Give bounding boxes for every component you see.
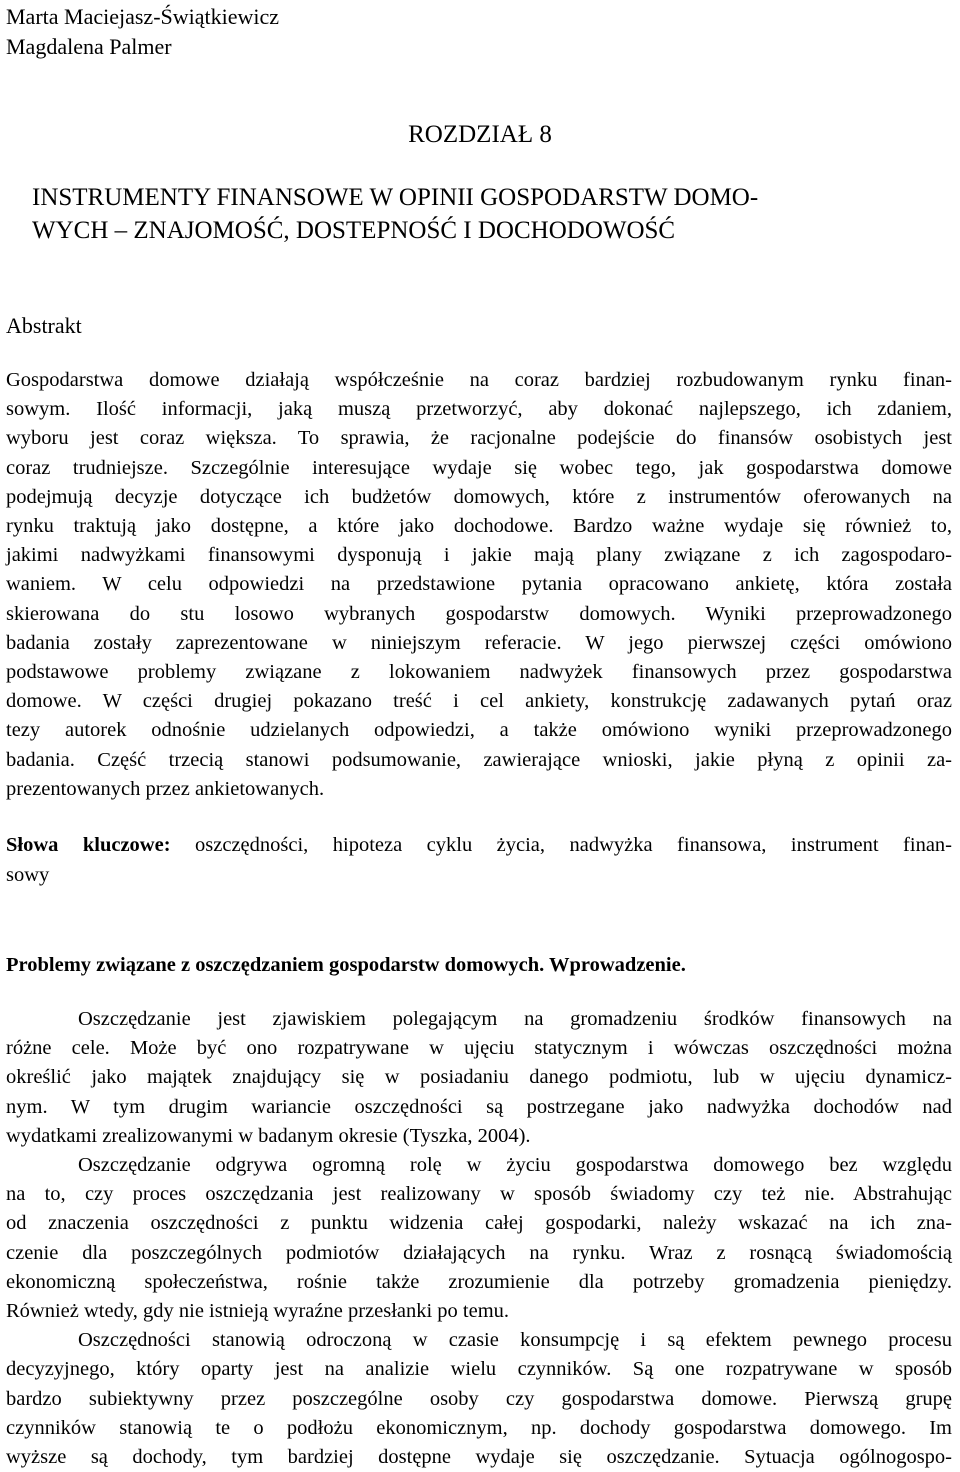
abstract-line: podstawowe problemy związane z lokowaniem nadwyżek finansowych przez gospodarstwa	[6, 661, 952, 684]
abstract-line: podejmują decyzje dotyczące ich budżetów domowych, które z instrumentów oferowanych na	[6, 485, 952, 508]
abstract-line: badania zostały zaprezentowane w niniejszym referacie. W jego pierwszej części omówiono	[6, 631, 952, 654]
author-name: Magdalena Palmer	[6, 34, 172, 59]
abstract-line: skierowana do stu losowo wybranych gospodarstw domowych. Wyniki przeprowadzonego	[6, 602, 952, 625]
body-line: Oszczędzanie jest zjawiskiem polegającym na gromadzeniu środków finansowych na	[78, 1008, 952, 1030]
abstract-line: rynku traktują jako dostępne, a które jako dochodowe. Bardzo ważne wydaje się również to,	[6, 515, 952, 538]
body-line: wydatkami zrealizowanymi w badanym okresie (Tyszka, 2004).	[6, 1124, 531, 1147]
abstract-line: Gospodarstwa domowe działają współcześnie na coraz bardziej rozbudowanym rynku finan-	[6, 369, 952, 391]
abstract-line: domowe. W części drugiej pokazano treść i cel ankiety, konstrukcję zadawanych pytań oraz	[6, 690, 952, 713]
keywords-label: Słowa kluczowe:	[6, 834, 171, 856]
body-text	[6, 1005, 952, 1472]
body-line: na to, czy proces oszczędzania jest realizowany w sposób świadomy czy też nie. Abstrahując	[6, 1183, 952, 1206]
author-name: Marta Maciejasz-Świątkiewicz	[6, 4, 280, 29]
chapter-number: ROZDZIAŁ 8	[408, 121, 552, 148]
body-line: określić jako majątek znajdujący się w posiadaniu danego podmiotu, lub w ujęciu dynamicz-	[6, 1066, 952, 1089]
keywords-list-continued: sowy	[6, 864, 50, 886]
abstract-line: badania. Część trzecią stanowi podsumowanie, zawierające wnioski, jakie płyną z opinii za-	[6, 748, 952, 771]
body-line: od znaczenia oszczędności z punktu widzenia całej gospodarki, należy wskazać na ich zna-	[6, 1212, 952, 1235]
title-line: WYCH – ZNAJOMOŚĆ, DOSTEPNOŚĆ I DOCHODOWOŚĆ	[32, 217, 676, 244]
body-line: czynników stanowią te o podłożu ekonomicznym, np. dochody gospodarstwa domowego. Im	[6, 1416, 952, 1439]
abstract-heading: Abstrakt	[6, 313, 82, 338]
abstract-line: tezy autorek odnośnie udzielanych odpowiedzi, a także omówiono wyniki przeprowadzonego	[6, 719, 952, 742]
keywords	[6, 830, 952, 890]
abstract-line: sowym. Ilość informacji, jaką muszą przetworzyć, aby dokonać najlepszego, ich zdaniem,	[6, 398, 952, 421]
body-line: czenie dla poszczególnych podmiotów działających na rynku. Wraz z rosnącą świadomością	[6, 1241, 952, 1264]
body-line: Oszczędzanie odgrywa ogromną rolę w życiu gospodarstwa domowego bez względu	[78, 1154, 952, 1177]
abstract-line: waniem. W celu odpowiedzi na przedstawione pytania opracowano ankietę, która została	[6, 573, 952, 596]
abstract-line: jakimi nadwyżkami finansowymi dysponują i jakie mają plany związane z ich zagospodaro-	[6, 544, 952, 567]
body-line: nym. W tym drugim wariancie oszczędności są postrzegane jako nadwyżka dochodów nad	[6, 1095, 952, 1118]
body-line: różne cele. Może być ono rozpatrywane w ujęciu statycznym i wówczas oszczędności można	[6, 1037, 952, 1060]
abstract-text	[6, 366, 952, 804]
section-heading: Problemy związane z oszczędzaniem gospodarstw domowych. Wprowadzenie.	[6, 954, 686, 976]
keywords-list: oszczędności, hipoteza cyklu życia, nadwyżka finansowa, instrument finan-	[170, 834, 953, 856]
abstract-line: wyboru jest coraz większa. To sprawia, że racjonalne podejście do finansów osobistych jest	[6, 427, 952, 450]
title-line: INSTRUMENTY FINANSOWE W OPINII GOSPODARSTW DOMO-	[32, 184, 759, 211]
body-line: Oszczędności stanowią odroczoną w czasie konsumpcję i są efektem pewnego procesu	[78, 1329, 952, 1352]
author-list	[6, 2, 279, 62]
chapter-title	[32, 181, 942, 247]
abstract-line: prezentowanych przez ankietowanych.	[6, 777, 325, 800]
body-line: wyższe są dochody, tym bardziej dostępne wydaje się oszczędzanie. Sytuacja ogólnogospo-	[6, 1446, 952, 1469]
abstract-line: coraz trudniejsze. Szczególnie interesujące wydaje się wobec tego, jak gospodarstwa domowe	[6, 456, 952, 479]
body-line: ekonomiczną społeczeństwa, rośnie także zrozumienie dla potrzeby gromadzenia pieniędzy.	[6, 1270, 952, 1293]
body-line: Również wtedy, gdy nie istnieją wyraźne przesłanki po temu.	[6, 1300, 510, 1323]
body-line: bardzo subiektywny przez poszczególne osoby czy gospodarstwa domowe. Pierwszą grupę	[6, 1387, 952, 1410]
body-line: decyzyjnego, który oparty jest na analizie wielu czynników. Są one rozpatrywane w sposób	[6, 1358, 952, 1381]
